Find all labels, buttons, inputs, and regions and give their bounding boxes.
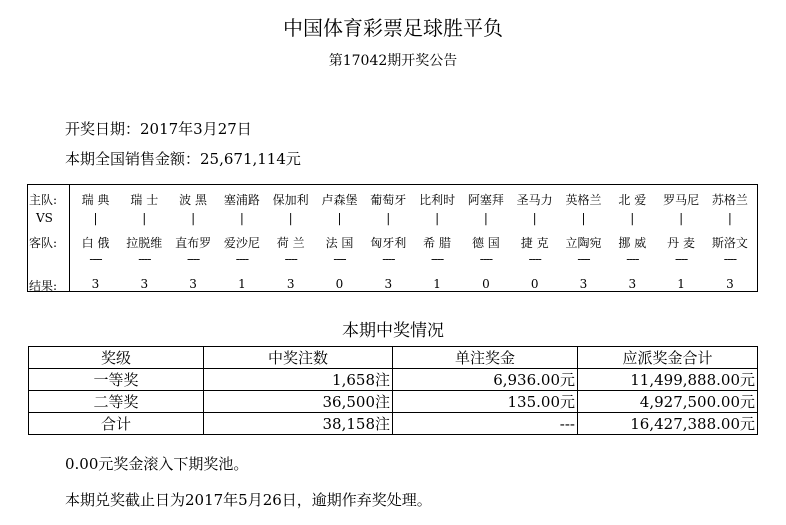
- header-single: 单注奖金: [393, 347, 578, 369]
- separator-dash: ----: [528, 252, 541, 266]
- rollover-note: 0.00元奖金滚入下期奖池。: [65, 455, 249, 473]
- away-team: 拉脱维: [126, 236, 163, 250]
- separator-dash: ----: [235, 252, 248, 266]
- vs-bar: |: [191, 211, 196, 225]
- separator-dash: ----: [333, 252, 346, 266]
- home-label: 主队:: [29, 193, 58, 207]
- home-team: 卢森堡: [321, 193, 358, 207]
- match-column: [364, 185, 413, 291]
- prize-count: 1,658注: [204, 369, 393, 391]
- vs-bar: |: [93, 211, 98, 225]
- match-column: [71, 185, 120, 291]
- separator-dash: ----: [138, 252, 151, 266]
- away-team: 捷 克: [520, 236, 549, 250]
- home-team: 比利时: [419, 193, 456, 207]
- separator-dash: ----: [186, 252, 200, 266]
- away-team: 德 国: [471, 236, 500, 250]
- header-total: 应派奖金合计: [578, 347, 758, 369]
- match-column: [217, 185, 266, 291]
- match-result: 3: [579, 277, 588, 291]
- prize-count: 38,158注: [204, 413, 393, 435]
- header-level: 奖级: [29, 347, 204, 369]
- match-result: 3: [189, 277, 197, 291]
- home-team: 瑞 典: [81, 193, 110, 207]
- away-label: 客队:: [29, 236, 58, 250]
- match-column: [266, 185, 315, 291]
- match-column: [608, 185, 657, 291]
- separator-dash: ----: [479, 252, 492, 266]
- away-team: 荷 兰: [276, 236, 305, 250]
- match-result: 3: [628, 277, 637, 291]
- match-column: [315, 185, 364, 291]
- vs-bar: |: [532, 211, 537, 225]
- vs-bar: |: [483, 211, 488, 225]
- vs-bar: |: [337, 211, 342, 225]
- match-result: 3: [384, 277, 393, 291]
- prize-section-title: 本期中奖情况: [342, 321, 444, 341]
- away-team: 斯洛文: [711, 236, 748, 250]
- prize-single: ---: [393, 413, 578, 435]
- match-result: 1: [238, 277, 246, 291]
- match-results-table: [27, 184, 758, 292]
- match-result: 0: [335, 277, 344, 291]
- sales-amount: 本期全国销售金额：25,671,114元: [65, 150, 301, 168]
- separator-dash: ----: [430, 252, 444, 266]
- home-team: 北 爱: [618, 193, 647, 207]
- home-team: 瑞 士: [130, 193, 159, 207]
- result-label: 结果:: [29, 279, 58, 293]
- home-team: 罗马尼: [663, 193, 700, 207]
- away-team: 挪 威: [618, 236, 647, 250]
- match-column: [705, 185, 754, 291]
- vs-bar: |: [288, 211, 293, 225]
- match-result: 0: [530, 277, 539, 291]
- home-team: 阿塞拜: [467, 193, 504, 207]
- header-count: 中奖注数: [204, 347, 393, 369]
- prize-header-row: [29, 347, 758, 369]
- page-title: 中国体育彩票足球胜平负: [283, 16, 503, 40]
- home-team: 塞浦路: [223, 193, 260, 207]
- separator-dash: ----: [382, 252, 395, 266]
- away-team: 白 俄: [81, 236, 110, 250]
- match-column: [120, 185, 169, 291]
- away-team: 直布罗: [175, 236, 212, 250]
- draw-date: 开奖日期：2017年3月27日: [65, 120, 252, 138]
- prize-level: 合计: [29, 413, 204, 435]
- prize-row: [29, 391, 758, 413]
- away-team: 立陶宛: [565, 236, 602, 250]
- separator-dash: ----: [626, 252, 639, 266]
- prize-table: [28, 346, 758, 435]
- vs-bar: |: [630, 211, 635, 225]
- vs-bar: |: [239, 211, 244, 225]
- prize-row-sum: [29, 413, 758, 435]
- separator-dash: ----: [577, 252, 590, 266]
- match-result: 1: [677, 277, 685, 291]
- home-team: 苏格兰: [711, 193, 748, 207]
- match-column: [510, 185, 559, 291]
- home-team: 圣马力: [516, 193, 553, 207]
- vs-bar: |: [386, 211, 391, 225]
- match-result: 3: [91, 277, 100, 291]
- home-team: 葡萄牙: [370, 193, 407, 207]
- prize-total: 16,427,388.00元: [578, 413, 758, 435]
- match-result: 3: [140, 277, 149, 291]
- prize-total: 4,927,500.00元: [578, 391, 758, 413]
- home-team: 英格兰: [565, 193, 602, 207]
- prize-single: 135.00元: [393, 391, 578, 413]
- vs-label: VS: [36, 211, 53, 225]
- prize-row: [29, 369, 758, 391]
- match-result: 0: [482, 277, 490, 291]
- separator-dash: ----: [284, 252, 297, 266]
- home-team: 波 黑: [179, 193, 207, 207]
- column-divider: [69, 185, 70, 291]
- prize-single: 6,936.00元: [393, 369, 578, 391]
- prize-level: 二等奖: [29, 391, 204, 413]
- issue-subtitle: 第17042期开奖公告: [328, 53, 458, 69]
- vs-bar: |: [727, 211, 732, 225]
- match-column: [657, 185, 706, 291]
- match-column: [461, 185, 510, 291]
- match-result: 3: [286, 277, 295, 291]
- separator-dash: ----: [723, 252, 736, 266]
- separator-dash: ----: [674, 252, 688, 266]
- home-team: 保加利: [272, 193, 309, 207]
- away-team: 希 腊: [423, 236, 451, 250]
- vs-bar: |: [435, 211, 440, 225]
- vs-bar: |: [679, 211, 684, 225]
- away-team: 丹 麦: [667, 236, 695, 250]
- vs-bar: |: [142, 211, 147, 225]
- deadline-note: 本期兑奖截止日为2017年5月26日，逾期作弃奖处理。: [65, 491, 432, 509]
- prize-total: 11,499,888.00元: [578, 369, 758, 391]
- match-column: [559, 185, 608, 291]
- match-column: [413, 185, 462, 291]
- away-team: 匈牙利: [370, 236, 407, 250]
- prize-level: 一等奖: [29, 369, 204, 391]
- match-column: [169, 185, 218, 291]
- separator-dash: ----: [89, 252, 102, 266]
- prize-count: 36,500注: [204, 391, 393, 413]
- away-team: 爱沙尼: [223, 236, 260, 250]
- vs-bar: |: [581, 211, 586, 225]
- match-result: 1: [433, 277, 441, 291]
- away-team: 法 国: [325, 236, 354, 250]
- match-result: 3: [726, 277, 734, 291]
